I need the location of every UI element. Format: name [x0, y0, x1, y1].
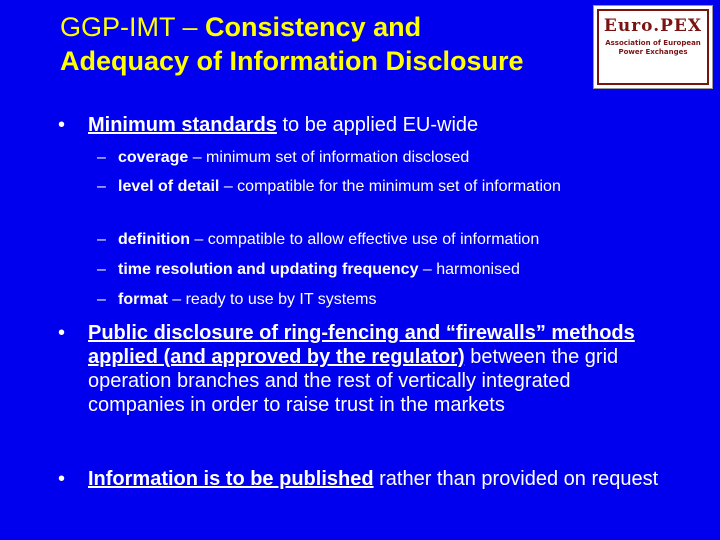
bullet-marker: •: [58, 114, 66, 136]
bullet-marker: •: [58, 322, 66, 344]
subbullet-level-of-detail: [97, 177, 597, 197]
subbullet-definition: [97, 230, 687, 250]
subbullet-text: [118, 148, 687, 168]
subbullet-strong: coverage: [118, 149, 189, 166]
subbullet-rest: – minimum set of information disclosed: [188, 149, 470, 166]
subbullet-rest: – compatible to allow effective use of information: [189, 231, 540, 248]
logo-subtitle-line2: Power Exchanges: [618, 48, 688, 56]
subbullet-text: [118, 260, 687, 280]
subbullet-strong: definition: [118, 231, 190, 248]
subbullet-text: [118, 230, 687, 250]
logo-subtitle-line1: Association of European: [605, 39, 701, 47]
bullet-rest: rather than provided on request: [373, 468, 659, 490]
subbullet-rest: – harmonised: [418, 261, 520, 278]
subbullet-text: [118, 177, 597, 197]
subbullet-strong: time resolution and updating frequency: [118, 261, 419, 278]
subbullet-strong: level of detail: [118, 178, 220, 195]
subbullet-rest: – compatible for the minimum set of information: [219, 178, 561, 195]
bullet-text: [88, 113, 678, 137]
subbullet-coverage: [97, 148, 687, 168]
logo-name: Euro.PEX: [603, 16, 703, 36]
subbullet-rest: – ready to use by IT systems: [167, 291, 377, 308]
bullet-marker: •: [58, 468, 66, 490]
subbullet-time-resolution: [97, 260, 687, 280]
title-line2: Adequacy of Information Disclosure: [60, 46, 524, 76]
bullet-public-disclosure: [58, 321, 658, 417]
subbullet-marker: –: [97, 178, 106, 195]
title-line1: Consistency and: [205, 12, 422, 42]
subbullet-marker: –: [97, 231, 106, 248]
bullet-minimum-standards: [58, 113, 678, 137]
subbullet-marker: –: [97, 291, 106, 308]
bullet-text: [88, 467, 668, 491]
bullet-strong: Public disclosure of ring-fencing and “firewalls” methods applied (and approved by the regulator): [88, 322, 635, 368]
subbullet-format: [97, 290, 687, 310]
subbullet-marker: –: [97, 149, 106, 166]
title-prefix: GGP-IMT –: [60, 12, 206, 42]
bullet-text: [88, 321, 658, 417]
bullet-rest: between the grid operation branches and the rest of vertically integrated companies in order to raise trust in the markets: [88, 346, 619, 416]
subbullet-marker: –: [97, 261, 106, 278]
bullet-information-published: [58, 467, 668, 491]
subbullet-text: [118, 290, 687, 310]
subbullet-strong: format: [118, 291, 168, 308]
bullet-strong: Information is to be published: [88, 468, 374, 490]
bullet-rest: to be applied EU-wide: [276, 114, 479, 136]
bullet-strong: Minimum standards: [88, 114, 277, 136]
